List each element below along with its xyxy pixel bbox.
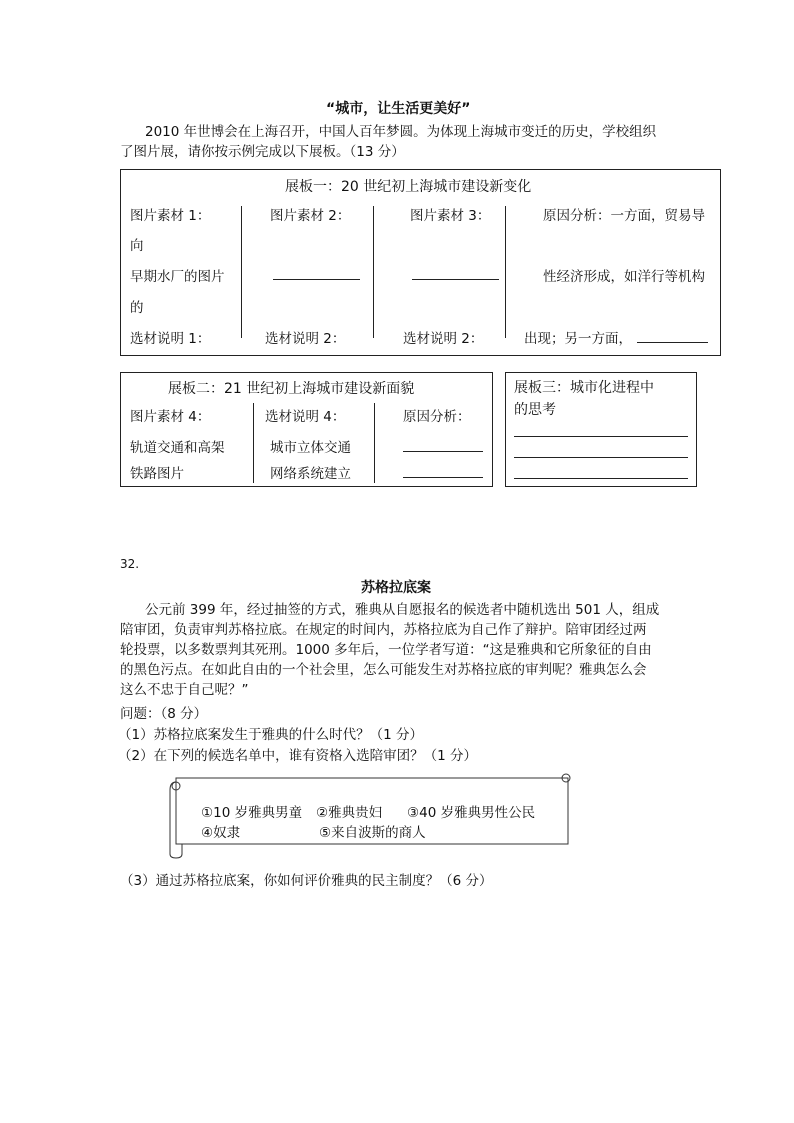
question-header: 问题：（8 分） [120,706,208,722]
board1-col4-line2: 性经济形成，如洋行等机构 [543,269,705,285]
board2-col1-label: 图片素材 4： [130,409,211,425]
board2-col3-blank-2 [403,477,483,478]
question-1: （1）苏格拉底案发生于雅典的什么时代？（1 分） [118,727,423,743]
board1-col1-label: 图片素材 1： [130,208,211,224]
question-3: （3）通过苏格拉底案，你如何评价雅典的民主制度？（6 分） [120,873,493,889]
board1-title: 展板一：20 世纪初上海城市建设新变化 [285,179,532,195]
board1-col1-note: 选材说明 1： [130,331,211,347]
question-2: （2）在下列的候选名单中，谁有资格入选陪审团？（1 分） [118,748,477,764]
board1-divider-1 [241,206,242,338]
board1-col1-line-b: 早期水厂的图片 [130,269,225,285]
board1-col4-line1: 原因分析：一方面，贸易导 [543,208,705,224]
board2-col2-line1: 城市立体交通 [270,440,351,456]
board3-title-line2: 的思考 [514,402,556,418]
board1-col3-blank [412,279,499,280]
board2-divider-2 [374,403,375,483]
question-number: 32. [120,557,140,571]
board1-col2-note: 选材说明 2： [265,331,346,347]
board1-col4-line3: 出现；另一方面， [524,331,632,347]
option-2: ②雅典贵妇 [316,805,383,821]
option-1: ①10 岁雅典男童 [201,805,303,821]
section2-para-line2: 陪审团，负责审判苏格拉底。在规定的时间内，苏格拉底为自己作了辩护。陪审团经过两 [120,622,647,638]
board2-divider-1 [253,403,254,483]
option-4: ④奴隶 [201,825,241,841]
section1-intro-line2: 了图片展，请你按示例完成以下展板。（13 分） [120,144,405,160]
board1-col4-blank [637,342,708,343]
board3-title-line1: 展板三：城市化进程中 [514,380,654,396]
option-5: ⑤来自波斯的商人 [319,825,426,841]
option-3: ③40 岁雅典男性公民 [407,805,536,821]
board1-col2-label: 图片素材 2： [270,208,351,224]
section2-para-line1: 公元前 399 年，经过抽签的方式，雅典从自愿报名的候选者中随机选出 501 人，组成 [145,602,660,618]
section2-title: 苏格拉底案 [361,580,431,596]
section2-para-line5: 这么不忠于自己呢？” [120,682,249,698]
board1-divider-3 [505,206,506,338]
section2-para-line4: 的黑色污点。在如此自由的一个社会里，怎么可能发生对苏格拉底的审判呢？雅典怎么会 [120,662,647,678]
board2-col3-label: 原因分析： [403,409,471,425]
board3-blank-1 [514,436,688,437]
section1-title: “城市，让生活更美好” [326,101,471,117]
board3-blank-2 [514,457,688,458]
board1-col2-blank [273,279,360,280]
board2-col2-line2: 网络系统建立 [270,466,351,482]
section1-intro-line1: 2010 年世博会在上海召开，中国人百年梦圆。为体现上海城市变迁的历史，学校组织 [145,124,657,140]
board2-col2-label: 选材说明 4： [265,409,346,425]
board1-col1-line-c: 的 [130,300,144,316]
board2-col1-line1: 轨道交通和高架 [130,440,225,456]
board2-col1-line2: 铁路图片 [130,466,184,482]
board1-col3-note: 选材说明 2： [403,331,484,347]
board1-divider-2 [373,206,374,338]
board2-col3-blank-1 [403,451,483,452]
section2-para-line3: 轮投票，以多数票判其死刑。1000 多年后，一位学者写道：“这是雅典和它所象征的自由 [120,642,652,658]
board1-col1-line-a: 向 [130,238,144,254]
board2-title: 展板二：21 世纪初上海城市建设新面貌 [168,381,415,397]
board1-col3-label: 图片素材 3： [410,208,491,224]
board3-blank-3 [514,478,688,479]
